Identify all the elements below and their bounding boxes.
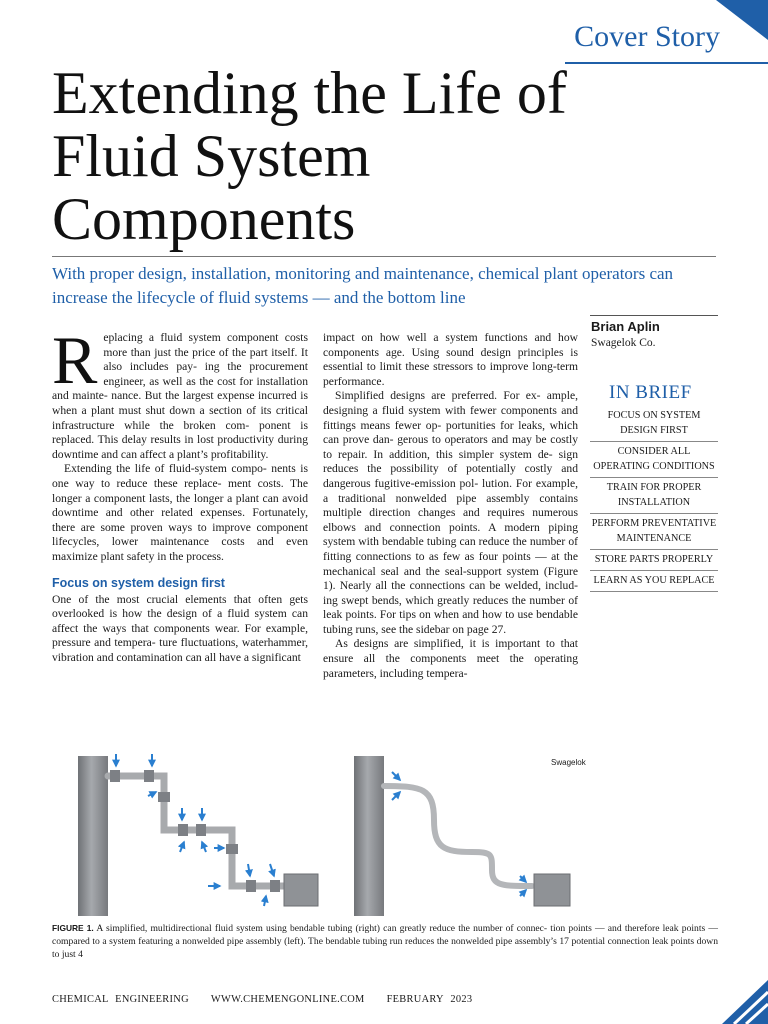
- support-post-left: [78, 756, 108, 916]
- equipment-box-left: [284, 874, 318, 906]
- caption-text: A simplified, multidirectional fluid system using bendable tubing (right) can greatly reduce the number of connec- tion points — and therefore leak points — compared to a system featuring a nonwelded pipe assembly (left). The bendable tubing run reduces the nonwelded pipe assembly’s 17 potential connection leak points down to just 4: [52, 923, 719, 960]
- support-post-right: [354, 756, 384, 916]
- in-brief-title: IN BRIEF: [609, 382, 692, 403]
- deck-rule: [52, 256, 716, 257]
- corner-accent-bottom: [722, 980, 768, 1024]
- footer-publication: CHEMICAL ENGINEERING: [52, 994, 189, 1005]
- author-name: Brian Aplin: [591, 319, 660, 334]
- body-paragraph: impact on how well a system functions and how components age. Using sound design principles is essential to limit these stressors to improve long-term performance.: [323, 331, 578, 388]
- body-paragraph: As designs are simplified, it is important to that ensure all the components meet the operating parameters, including tempera-: [323, 637, 578, 680]
- body-paragraph: Extending the life of fluid-system compo- nents is one way to reduce these replace- ment costs. The longer a component lasts, the longer a plant can avoid downtime and other related expenses. Fortunately, there are some proven ways to improve component lifecycles, lower maintenance costs and even maximize plant safety in the process.: [52, 462, 308, 563]
- in-brief-list: [590, 406, 718, 592]
- author-affiliation: Swagelok Co.: [591, 337, 656, 349]
- paragraph-text: eplacing a fluid system component costs more than just the price of the part itself. It also includes pay- ing the procurement engineer, as well as the cost for installation and mainte- nance. But the largest expense incurred is when a plant must shut down a section of its critical infrastructure while the broken com- ponent is replaced. This delay results in lost productivity during downtime and can affect a plant’s profitability.: [52, 331, 308, 461]
- body-column-2: [323, 331, 578, 681]
- body-column-1: [52, 322, 308, 665]
- in-brief-item: TRAIN FOR PROPER INSTALLATION: [590, 478, 718, 514]
- leak-arrows-right: [392, 772, 526, 896]
- in-brief-item: PERFORM PREVENTATIVE MAINTENANCE: [590, 514, 718, 550]
- in-brief-item: FOCUS ON SYSTEM DESIGN FIRST: [590, 406, 718, 442]
- subhead: Focus on system design first: [52, 575, 225, 590]
- headline-line: Components: [52, 186, 356, 252]
- in-brief-item: STORE PARTS PROPERLY: [590, 550, 718, 571]
- page-footer: [52, 994, 472, 1005]
- equipment-box-right: [534, 874, 570, 906]
- byline-rule: [590, 315, 718, 316]
- corner-accent-top: [716, 0, 768, 40]
- figure-illustration: [52, 748, 718, 916]
- caption-label: FIGURE 1.: [52, 923, 94, 933]
- in-brief-item: LEARN AS YOU REPLACE: [590, 571, 718, 592]
- headline-line: Extending the Life of: [52, 60, 567, 126]
- drop-cap: R: [52, 322, 98, 398]
- figure-caption: [52, 922, 718, 961]
- article-deck: With proper design, installation, monitoring and maintenance, chemical plant operators can increase the lifecycle of fluid systems — and the bottom line: [52, 264, 674, 307]
- footer-date: FEBRUARY 2023: [386, 994, 473, 1005]
- bendable-tubing-right: [384, 786, 532, 886]
- in-brief-item: CONSIDER ALL OPERATING CONDITIONS: [590, 442, 718, 478]
- headline-line: Fluid System: [52, 123, 371, 189]
- body-paragraph: One of the most crucial elements that often gets overlooked is how the design of a fluid system can affect the ways that components wear. For example, pressure and tempera- ture fluctuations, waterhammer, vibration and contamination can all have a significant: [52, 592, 308, 664]
- footer-website: WWW.CHEMENGONLINE.COM: [210, 994, 365, 1005]
- body-paragraph: [52, 322, 308, 462]
- section-label: Cover Story: [574, 20, 720, 53]
- body-paragraph: Simplified designs are preferred. For ex- ample, designing a fluid system with fewer components and fittings means fewer op- portunities for leaks, which can prove dan- gerous to operators and may be costly to repair. In addition, this simpler system de- sign reduces the possibility of potentially costly and dangerous fugitive-emission pol- lution. For example, a traditional nonwelded pipe assembly contains multiple direction changes and requires numerous elbows and connection points. A modern piping system with bendable tubing can reduce the number of fitting connections to as few as four points — at the mechanical seal and the seal-support system (Figure 1). Nearly all the connections can be welded, includ- ing swept bends, which greatly reduces the number of leak points. For tips on when and how to use bendable tubing runs, see the sidebar on page 27.: [323, 389, 578, 636]
- article-headline: [52, 62, 672, 251]
- figure-brand-mark: Swagelok: [551, 758, 586, 767]
